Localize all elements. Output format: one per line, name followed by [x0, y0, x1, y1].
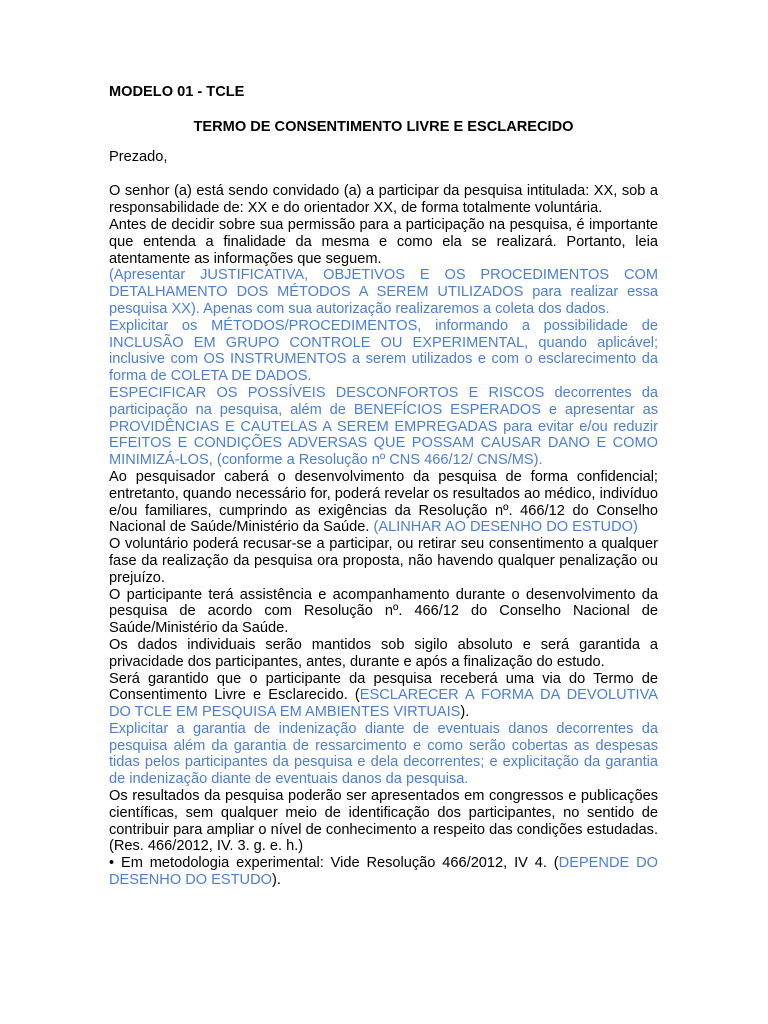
body-text: O senhor (a) está sendo convidado (a) a participar da pesquisa intitulada: XX, sob a responsabilidade de: XX e do orientador XX, de forma totalmente voluntária.: [109, 183, 658, 217]
body-text: Antes de decidir sobre sua permissão para a participação na pesquisa, é importante que entenda a finalidade da mesma e como ela se realizará. Portanto, leia atentamente as informações que seguem.: [109, 216, 658, 267]
body-text: ).: [271, 872, 281, 889]
paragraph-p13: [109, 855, 658, 889]
body-text: • Em metodologia experimental: Vide Resolução 466/2012, IV 4. (: [109, 855, 559, 872]
highlighted-instruction-text: ESCLARECER A FORMA DA DEVOLUTIVA DO TCLE EM PESQUISA EM AMBIENTES VIRTUAIS: [109, 687, 658, 721]
body-text: O participante terá assistência e acompanhamento durante o desenvolvimento da pesquisa de acordo com Resolução nº. 466/12 do Conselho Nacional de Saúde/Ministério da Saúde.: [109, 586, 658, 637]
paragraph-p1: [109, 183, 658, 217]
paragraph-p11: [109, 721, 658, 788]
paragraph-p12: [109, 788, 658, 855]
highlighted-instruction-text: Explicitar a garantia de indenização diante de eventuais danos decorrentes da pesquisa além da garantia de ressarcimento e como serão cobertas as despesas tidas pelos participantes da pesquisa e dela decorrentes; e explicitação da garantia de indenização diante de eventuais danos da pesquisa.: [109, 720, 658, 788]
body-text: ).: [460, 704, 470, 721]
highlighted-instruction-text: Explicitar os MÉTODOS/PROCEDIMENTOS, informando a possibilidade de INCLUSÃO EM GRUPO CONTROLE OU EXPERIMENTAL, quando aplicável; inclusive com OS INSTRUMENTOS a serem utilizados e com o esclarecimento da forma de COLETA DE DADOS.: [109, 317, 658, 385]
paragraph-p9: [109, 637, 658, 671]
greeting: Prezado,: [109, 148, 168, 165]
paragraph-p10: [109, 671, 658, 721]
body-text: Os dados individuais serão mantidos sob sigilo absoluto e será garantida a privacidade dos participantes, antes, durante e após a finalização do estudo.: [109, 636, 658, 670]
paragraph-list: [109, 183, 658, 888]
model-title: MODELO 01 - TCLE: [109, 84, 245, 100]
body-text: O voluntário poderá recusar-se a participar, ou retirar seu consentimento a qualquer fase da realização da pesquisa ora proposta, não havendo qualquer penalização ou prejuízo.: [109, 536, 658, 586]
body-text: Será garantido que o participante da pesquisa receberá uma via do Termo de Consentimento Livre e Esclarecido. (: [109, 670, 658, 704]
document-body: [109, 84, 658, 889]
main-title: TERMO DE CONSENTIMENTO LIVRE E ESCLARECIDO: [193, 118, 574, 135]
highlighted-instruction-text: ESPECIFICAR OS POSSÍVEIS DESCONFORTOS E RISCOS decorrentes da participação na pesquisa, além de BENEFÍCIOS ESPERADOS e apresentar as PROVIDÊNCIAS E CAUTELAS A SEREM EMPREGADAS para evitar e/ou reduzir EFEITOS E CONDIÇÕES ADVERSAS QUE POSSAM CAUSAR DANO E COMO MINIMIZÁ-LOS, (conforme a Resolução nº CNS 466/12/ CNS/MS).: [109, 384, 658, 469]
paragraph-p3: [109, 267, 658, 317]
body-text: Os resultados da pesquisa poderão ser apresentados em congressos e publicações científicas, sem qualquer meio de identificação dos participantes, no sentido de contribuir para ampliar o nível de conhecimento a respeito das condições estudadas. (Res. 466/2012, IV. 3. g. e. h.): [109, 788, 658, 855]
highlighted-instruction-text: (ALINHAR AO DESENHO DO ESTUDO): [373, 519, 638, 536]
paragraph-p8: [109, 587, 658, 637]
paragraph-p4: [109, 318, 658, 385]
paragraph-p7: [109, 536, 658, 586]
paragraph-p6: [109, 469, 658, 536]
body-text: Ao pesquisador caberá o desenvolvimento da pesquisa de forma confidencial; entretanto, quando necessário for, poderá revelar os resultados ao médico, indivíduo e/ou familiares, cumprindo as exigências da Resolução nº. 466/12 do Conselho Nacional de Saúde/Ministério da Saúde.: [109, 468, 658, 536]
highlighted-instruction-text: (Apresentar JUSTIFICATIVA, OBJETIVOS E OS PROCEDIMENTOS COM DETALHAMENTO DOS MÉTODOS A SEREM UTILIZADOS para realizar essa pesquisa XX). Apenas com sua autorização realizaremos a coleta dos dados.: [109, 267, 658, 317]
highlighted-instruction-text: DEPENDE DO DESENHO DO ESTUDO: [109, 855, 658, 889]
paragraph-p2: [109, 217, 658, 267]
paragraph-p5: [109, 385, 658, 469]
